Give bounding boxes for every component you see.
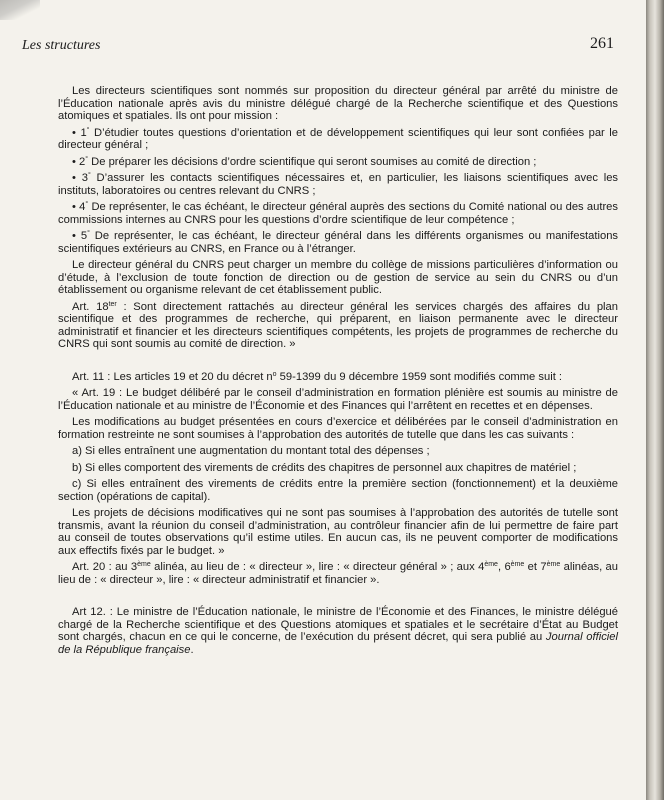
article-11: Art. 11 : Les articles 19 et 20 du décret $n^o$ 59-1399 du 9 décembre 1959 sont modifiés comme suit : xyxy=(72,370,563,383)
mission-item-1: • 1° D’étudier toutes questions d’orientation et de développement scientifiques qui leur sont confiées par le directeur général ; xyxy=(58,126,618,151)
case-a: a) Si elles entraînent une augmentation du montant total des dépenses ; xyxy=(72,445,430,457)
modifications-paragraph: Les modifications au budget présentées en cours d’exercice et délibérées par le conseil d’administration en formation restreinte ne sont soumises à l’approbation des autorités de tutelle que dans les cas suivants : xyxy=(58,416,618,441)
section-title: Les structures xyxy=(22,38,101,53)
college-paragraph: Le directeur général du CNRS peut charger un membre du collège de missions particulières d’information ou d’étude, à l’exclusion de toute fonction de direction ou de gestion de service au sein du CNRS ou d’un établissement ou organisme relevant de cet établissement public. xyxy=(58,259,618,296)
paragraph-gap xyxy=(58,590,618,606)
article-19: « Art. 19 : Le budget délibéré par le conseil d’administration en formation plénière est soumis au ministre de l’Éducation nationale et au ministre de l’Économie et des Finances qui l’arrêtent en recettes et en dépenses. xyxy=(58,387,618,412)
scan-shadow xyxy=(0,0,40,20)
mission-item-4: • 4° De représenter, le cas échéant, le directeur général auprès des sections du Comité national ou des autres commissions internes au CNRS pour les questions d’ordre scientifique de leur compétence ; xyxy=(58,201,618,226)
body-text xyxy=(58,85,618,660)
mission-item-5: • 5° De représenter, le cas échéant, le directeur général dans les différents organismes ou manifestations scientifiques extérieurs au CNRS, en France ou à l’étranger. xyxy=(58,230,619,255)
article-18ter: Art. $18^{ter}$ : Sont directement rattachés au directeur général les services chargés des affaires du plan scientifique et des programmes de recherche, qui préparent, en liaison permanente avec le directeur administratif et financier et les directeurs scientifiques compétents, les projets de programmes de recherche du CNRS qui sont soumis au comité de direction. » xyxy=(58,300,618,350)
page-header xyxy=(22,35,614,57)
mission-item-3: • 3° D’assurer les contacts scientifiques nécessaires et, en particulier, les liaisons scientifiques avec les instituts, laboratoires ou centres relevant du CNRS ; xyxy=(58,172,619,197)
paragraph-gap xyxy=(58,355,618,371)
intro-paragraph: Les directeurs scientifiques sont nommés sur proposition du directeur général par arrêté du ministre de l’Éducation nationale après avis du ministre délégué chargé de la Recherche scientifique et des Questions atomiques et spatiales. Ils ont pour mission : xyxy=(58,85,618,122)
case-c: c) Si elles entraînent des virements de crédits entre la première section (fonctionnement) et la deuxième section (opérations de capital). xyxy=(58,478,618,503)
case-b: b) Si elles comportent des virements de crédits des chapitres de personnel aux chapitres de matériel ; xyxy=(72,461,577,474)
journal-title: Journal officiel de la République française xyxy=(58,631,619,656)
article-20: Art. 20 : au 3ème alinéa, au lieu de : « directeur », lire : « directeur général » ; aux 4ème, 6ème et 7ème alinéas, au lieu de : « directeur », lire : « directeur administratif et financier ». xyxy=(58,561,618,586)
mission-item-2: • 2° De préparer les décisions d’ordre scientifique qui seront soumises au comité de direction ; xyxy=(72,155,537,168)
page-number: 261 xyxy=(590,35,614,52)
book-page-edge xyxy=(646,0,664,800)
projets-paragraph: Les projets de décisions modificatives qui ne sont pas soumises à l’approbation des autorités de tutelle sont transmis, avant la réunion du conseil d’administration, au contrôleur financier afin de lui permettre de faire part au conseil de toutes observations qu’il estime utiles. En aucun cas, ils ne peuvent comporter de modifications aux effectifs fixés par le budget. » xyxy=(58,507,618,557)
article-12: Art 12. : Le ministre de l’Éducation nationale, le ministre de l’Économie et des Finances, le ministre délégué chargé de la Recherche scientifique et des Questions atomiques et spatiales et le secrétaire d’État au Budget sont chargés, chacun en ce qui le concerne, de l’exécution du présent décret, qui sera publié au Journal officiel de la République française. xyxy=(58,606,619,656)
